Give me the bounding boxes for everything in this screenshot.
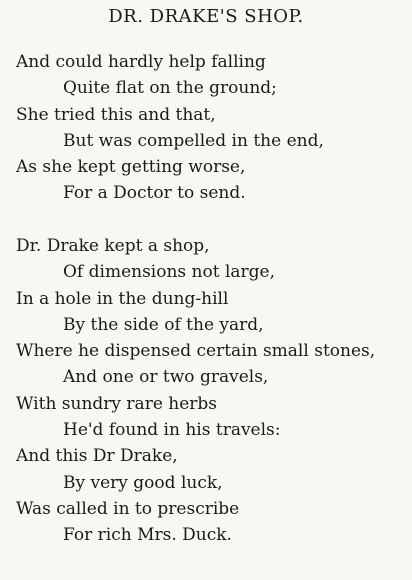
poem-line: But was compelled in the end, xyxy=(63,130,324,151)
poem-line: By very good luck, xyxy=(63,472,223,493)
poem-line: With sundry rare herbs xyxy=(16,393,218,414)
poem-line: For a Doctor to send. xyxy=(63,183,246,204)
poem-line: As she kept getting worse, xyxy=(16,157,246,178)
poem-line: Was called in to prescribe xyxy=(16,498,240,519)
poem-title: DR. DRAKE'S SHOP. xyxy=(108,6,304,27)
poem-line: He'd found in his travels: xyxy=(63,420,281,441)
poem-line: And one or two gravels, xyxy=(63,367,269,388)
poem-line: She tried this and that, xyxy=(16,104,216,125)
poem-line: Where he dispensed certain small stones, xyxy=(16,341,376,362)
poem-line: And could hardly help falling xyxy=(16,52,266,72)
poem-line: By the side of the yard, xyxy=(63,314,264,335)
poem-line: In a hole in the dung-hill xyxy=(16,288,229,309)
poem-line: Dr. Drake kept a shop, xyxy=(16,236,210,256)
poem-line: Of dimensions not large, xyxy=(63,262,276,283)
poem-line: For rich Mrs. Duck. xyxy=(63,525,232,546)
poem-line: And this Dr Drake, xyxy=(16,446,178,467)
stanza-2 xyxy=(16,233,406,549)
stanza-1 xyxy=(16,49,406,207)
poem-line: Quite flat on the ground; xyxy=(63,78,277,99)
